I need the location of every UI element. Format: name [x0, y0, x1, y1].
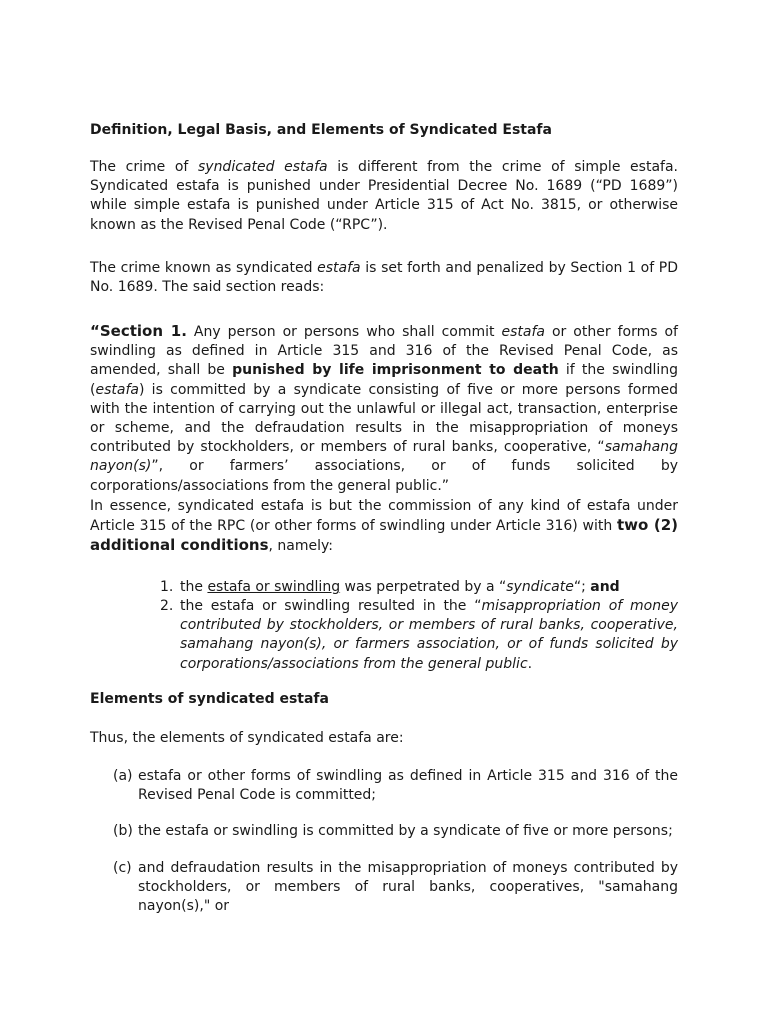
quote-text-f: if the swindling ( [90, 362, 678, 398]
quote-text-j: ”, or farmers’ associations, or of funds solicited by corporations/associations from the general public.” [90, 458, 678, 494]
item1-bold-and: and [590, 579, 620, 595]
list-number-1: 1. [160, 579, 174, 595]
element-a-text: estafa or other forms of swindling as defined in Article 315 and 316 of the Revised Penal Code is committed; [138, 768, 678, 804]
paragraph-legal-basis [90, 259, 678, 297]
p2-text-a: The crime known as syndicated [90, 260, 318, 276]
quote-emphasis-g: estafa [95, 381, 139, 398]
elements-intro: Thus, the elements of syndicated estafa are: [90, 730, 404, 746]
element-b-label: (b) [113, 823, 133, 839]
quote-section-label: “Section 1. [90, 322, 187, 340]
quote-text-h: ) is committed by a syndicate consisting of five or more persons formed with the intention of carrying out the unlawful or illegal act, transaction, enterprise or scheme, and the defraudation results in the misappropriation of moneys contributed by stockholders, or members of rural banks, cooperative, “ [90, 381, 678, 456]
p4-text-c: , namely: [268, 538, 333, 555]
item1-underlined: estafa or swindling [207, 579, 341, 595]
p4-bold-conditions: two (2) additional conditions [90, 516, 679, 555]
quote-text-b: Any person or persons who shall commit [186, 324, 502, 340]
section-quote [90, 322, 678, 496]
paragraph-essence [90, 497, 678, 557]
item1-emphasis: syndicate [506, 579, 574, 595]
quote-emphasis-i: samahang nayon(s) [90, 439, 678, 475]
p2-emphasis: estafa [317, 260, 361, 276]
elements-heading: Elements of syndicated estafa [90, 691, 329, 707]
paragraph-intro [90, 158, 678, 235]
element-c-label: (c) [113, 860, 132, 876]
document-title: Definition, Legal Basis, and Elements of Syndicated Estafa [90, 122, 552, 138]
item2-emphasis: misappropriation of money contributed by stockholders, or members of rural banks, cooperative, samahang nayon(s), or farmers association, or of funds solicited by corporations/associations from the general public [180, 598, 678, 672]
item1-text-c: was perpetrated by a “ [340, 579, 507, 595]
item1-text-a: the [180, 579, 208, 595]
quote-emphasis-c: estafa [501, 324, 545, 340]
quote-bold-penalty: punished by life imprisonment to death [232, 362, 559, 379]
list-number-2: 2. [160, 598, 174, 614]
item2-text-c: . [527, 655, 533, 672]
item1-text-e: “; [573, 579, 591, 595]
p1-text-a: The crime of [90, 159, 198, 175]
p2-text-c: is set forth and penalized by Section 1 of PD No. 1689. The said section reads: [90, 260, 678, 296]
p1-emphasis: syndicated estafa [197, 159, 328, 175]
element-b-text: the estafa or swindling is committed by a syndicate of five or more persons; [138, 823, 673, 839]
list-item-1 [180, 578, 678, 597]
p1-text-c: is different from the crime of simple estafa. Syndicated estafa is punished under Presidential Decree No. 1689 (“PD 1689”) while simple estafa is punished under Article 315 of Act No. 3815, or otherwise known as the Revised Penal Code (“RPC”). [90, 159, 678, 233]
element-a-label: (a) [113, 768, 133, 784]
element-c-text: and defraudation results in the misappropriation of moneys contributed by stockholders, or members of rural banks, cooperatives, "samahang nayon(s)," or [138, 860, 678, 915]
p4-text-a: In essence, syndicated estafa is but the commission of any kind of estafa under Article 315 of the RPC (or other forms of swindling under Article 316) with [90, 498, 678, 535]
list-item-2 [180, 597, 678, 674]
quote-text-d: or other forms of swindling as defined in Article 315 and 316 of the Revised Penal Code, as amended, shall be [90, 324, 678, 379]
item2-text-a: the estafa or swindling resulted in the “ [180, 598, 482, 614]
